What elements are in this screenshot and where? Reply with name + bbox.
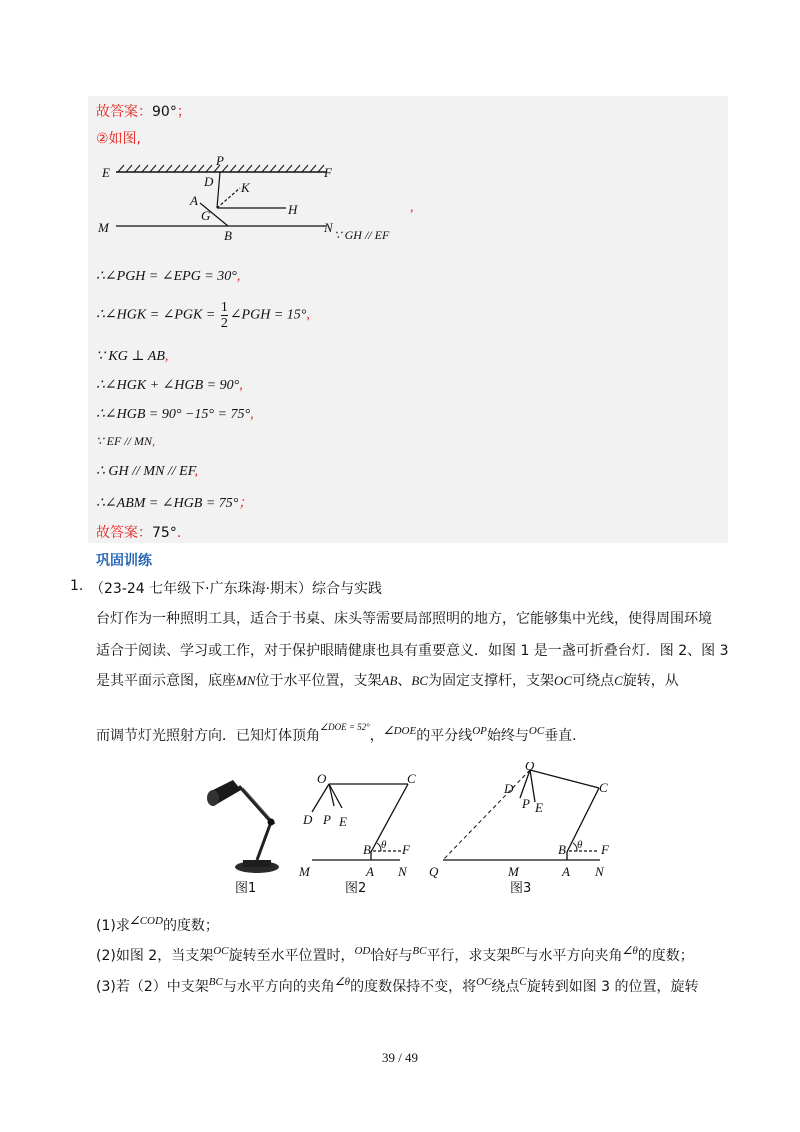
- step-end: ,: [151, 434, 155, 448]
- question-3: [96, 975, 699, 996]
- label-F: F: [324, 165, 332, 180]
- fig3-label-A: A: [562, 864, 570, 879]
- step-6: [96, 434, 155, 449]
- step-text: ∴∠HGB = 90° −15° = 75°: [96, 407, 251, 422]
- text: 、: [397, 673, 412, 689]
- section-heading: 巩固训练: [96, 553, 152, 569]
- answer-value: 75°: [152, 525, 177, 541]
- angle-DOE: ∠DOE: [383, 725, 417, 737]
- text: 绕点: [491, 979, 520, 995]
- step-8: [96, 492, 252, 512]
- symbol-C: C: [614, 673, 623, 688]
- fig2-label-A: A: [366, 864, 374, 879]
- segment-PG: [217, 172, 220, 208]
- label-K: K: [241, 180, 250, 195]
- symbol-AB: AB: [381, 673, 398, 688]
- lamp-photo: [207, 780, 279, 873]
- fig2-label-B: B: [363, 842, 371, 857]
- text: 而调节灯光照射方向．已知灯体顶角: [96, 728, 320, 744]
- problem-line-3: [96, 670, 679, 690]
- fig2-label-E: E: [339, 814, 347, 829]
- text: 的度数；: [162, 918, 219, 934]
- text: 旋转，从: [622, 673, 679, 689]
- symbol-BC: BC: [412, 945, 427, 957]
- text: (3)若（2）中支架: [96, 979, 209, 995]
- label-B: B: [224, 228, 232, 243]
- problem-source: （23-24 七年级下·广东珠海·期末）综合与实践: [90, 581, 383, 597]
- step-text: ∵ KG ⊥ AB: [96, 349, 165, 364]
- answer-end: .: [176, 525, 182, 541]
- fig3-label-N: N: [595, 864, 604, 879]
- problem-line-4: [96, 722, 586, 745]
- step-5: [96, 406, 254, 423]
- problem-figures: [195, 762, 625, 897]
- answer-label: 故答案：: [96, 525, 152, 541]
- fig2-label-N: N: [398, 864, 407, 879]
- fig2-label-O: O: [317, 771, 327, 786]
- step-1: [96, 268, 240, 285]
- answer-1: [96, 101, 191, 121]
- text: 垂直．: [544, 728, 587, 744]
- text: ，: [369, 728, 384, 744]
- step-end: ,: [306, 307, 310, 323]
- fig3-label-Q: Q: [429, 864, 439, 879]
- step-text: ∴ GH // MN // EF: [96, 464, 195, 479]
- text: 旋转到如图 3 的位置，旋转: [526, 979, 699, 995]
- text: 恰好与: [370, 948, 413, 964]
- symbol-OC: OC: [213, 945, 229, 957]
- symbol-OC: OC: [528, 725, 545, 737]
- text: 可绕点: [572, 673, 615, 689]
- answer-2: [96, 522, 181, 542]
- fig2-label-D: D: [303, 812, 313, 827]
- symbol-OD: OD: [354, 945, 371, 957]
- step-end: ,: [250, 407, 254, 422]
- text: 与水平方向的夹角: [222, 979, 335, 995]
- text: 旋转至水平位置时，: [228, 948, 355, 964]
- caption-fig-1: 图1: [235, 881, 257, 896]
- figure-comma: ,: [410, 200, 414, 215]
- text: 始终与: [486, 728, 529, 744]
- step-end: ,: [239, 378, 243, 393]
- step-text: ∠PGH = 15°: [229, 307, 307, 323]
- text: 位于水平位置，支架: [255, 673, 382, 689]
- step-text: ∴∠PGH = ∠EPG = 30°: [96, 269, 237, 284]
- answer-value: 90°: [152, 104, 177, 120]
- fig3-label-F: F: [601, 842, 609, 857]
- symbol-OP: OP: [472, 725, 487, 737]
- text: 的度数；: [637, 948, 694, 964]
- step-end: ；: [238, 496, 253, 511]
- question-2: [96, 944, 694, 965]
- problem-line-1: 台灯作为一种照明工具，适合于书桌、床头等需要局部照明的地方，它能够集中光线，使得周围环境: [96, 611, 712, 627]
- fig3-label-O: O: [525, 762, 535, 773]
- symbol-BC: BC: [510, 945, 525, 957]
- text: 是其平面示意图，底座: [96, 673, 236, 689]
- fig3-label-theta: θ: [577, 839, 583, 851]
- text: (2)如图 2，当支架: [96, 948, 214, 964]
- fig2-label-P: P: [323, 812, 331, 827]
- label-E: E: [102, 165, 110, 180]
- step-end: ,: [194, 464, 198, 479]
- fig2-label-C: C: [407, 771, 416, 786]
- step-7: [96, 463, 198, 480]
- step-end: ,: [236, 269, 241, 284]
- because-gh-ef: ∵ GH // EF: [334, 228, 390, 242]
- label-M: M: [98, 220, 109, 235]
- text: 平行，求支架: [426, 948, 511, 964]
- fig3-label-E: E: [535, 800, 543, 815]
- problem-number: 1.: [70, 578, 84, 594]
- angle-theta: ∠θ: [622, 945, 638, 957]
- label-H: H: [288, 202, 298, 217]
- segment-GK: [217, 188, 240, 208]
- label-G: G: [201, 208, 211, 223]
- symbol-MN: MN: [236, 673, 256, 688]
- step-text: ∴∠ABM = ∠HGB = 75°: [96, 496, 239, 511]
- angle-COD: ∠COD: [129, 915, 163, 927]
- fig3-label-C: C: [599, 780, 608, 795]
- symbol-C: C: [519, 976, 527, 988]
- fraction: [221, 300, 228, 331]
- fig2-label-M: M: [299, 864, 310, 879]
- fraction-denominator: 2: [220, 316, 228, 331]
- label-D: D: [204, 174, 214, 189]
- text: (1)求: [96, 918, 130, 934]
- answer-end: ；: [176, 104, 191, 120]
- step-end: ,: [164, 349, 169, 364]
- symbol-BC: BC: [208, 976, 223, 988]
- fig3-label-B: B: [558, 842, 566, 857]
- step-2: [96, 300, 310, 331]
- label-A: A: [190, 193, 198, 208]
- symbol-OC: OC: [476, 976, 492, 988]
- page-number: 39 / 49: [381, 1050, 419, 1065]
- text: 的度数保持不变，将: [350, 979, 477, 995]
- fig2-label-theta: θ: [381, 839, 387, 851]
- caption-fig-2: 图2: [345, 881, 367, 896]
- question-1: [96, 914, 219, 935]
- step-4: [96, 377, 243, 394]
- angle-DOE-value: ∠DOE = 52°: [320, 722, 370, 732]
- text: 与水平方向夹角: [524, 948, 623, 964]
- step-text: ∴∠HGK + ∠HGB = 90°: [96, 378, 240, 393]
- text: 的平分线: [416, 728, 473, 744]
- caption-fig-3: 图3: [510, 881, 532, 896]
- label-P: P: [216, 153, 224, 168]
- symbol-BC: BC: [411, 673, 429, 688]
- angle-theta: ∠θ: [334, 976, 351, 988]
- fig2-label-F: F: [402, 842, 410, 857]
- step-text: ∵ EF // MN: [96, 434, 152, 448]
- text: 为固定支撑杆，支架: [428, 673, 555, 689]
- symbol-OC: OC: [554, 673, 573, 688]
- problem-line-2: 适合于阅读、学习或工作，对于保护眼睛健康也具有重要意义．如图 1 是一盏可折叠台灯．图 2、图 3: [96, 643, 729, 659]
- fig3-label-D: D: [504, 781, 514, 796]
- step-text: ∴∠HGK = ∠PGK =: [96, 307, 219, 323]
- fig3-label-M: M: [508, 864, 519, 879]
- figure-intro: ②如图,: [96, 131, 142, 147]
- label-N: N: [324, 220, 333, 235]
- fig3-label-P: P: [522, 796, 530, 811]
- fraction-numerator: 1: [220, 300, 228, 315]
- answer-label: 故答案：: [96, 104, 152, 120]
- step-3: [96, 348, 168, 365]
